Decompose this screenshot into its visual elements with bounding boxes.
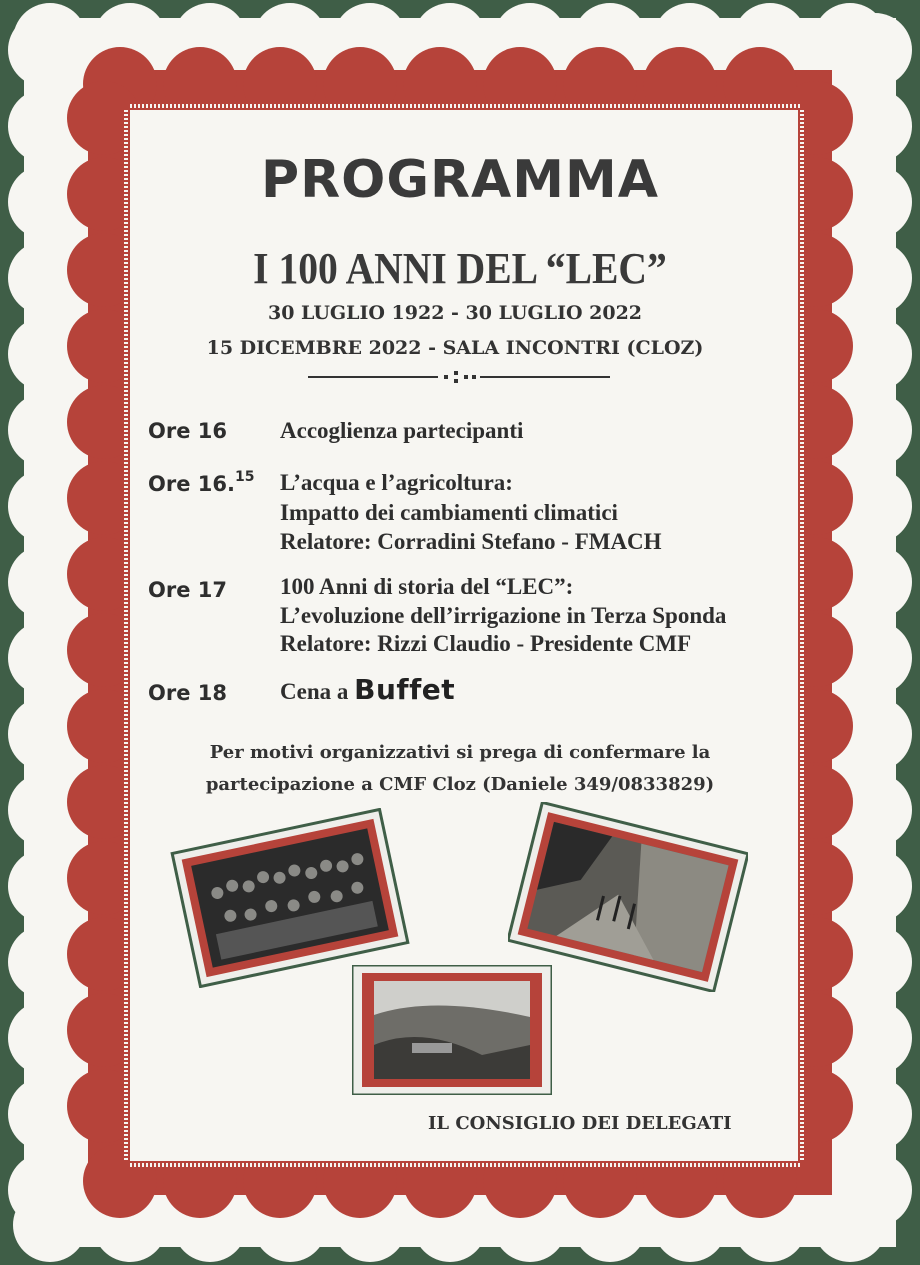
schedule-time-1: Ore 16 (148, 419, 227, 443)
historic-photo-group (170, 808, 410, 988)
rsvp-notice-line-1: Per motivi organizzativi si prega di confermare la (209, 742, 711, 763)
schedule-item-3-line-1: 100 Anni di storia del “LEC”: (280, 574, 574, 599)
schedule-item-3-line-2: L’evoluzione dell’irrigazione in Terza Sponda (280, 603, 727, 628)
event-date-location: 15 DICEMBRE 2022 - SALA INCONTRI (CLOZ) (206, 337, 704, 359)
rsvp-notice-line-2: partecipazione a CMF Cloz (Daniele 349/0833829) (205, 774, 715, 795)
schedule-item-3-line-3: Relatore: Rizzi Claudio - Presidente CMF (280, 631, 692, 656)
schedule-time-3: Ore 17 (148, 578, 227, 602)
divider-ornament (308, 370, 610, 384)
schedule-item-1-line-1: Accoglienza partecipanti (280, 418, 524, 443)
schedule-time-4: Ore 18 (148, 681, 227, 705)
page-subtitle: I 100 ANNI DEL “LEC” (253, 244, 667, 293)
dinner-prefix: Cena a (280, 679, 349, 704)
buffet-label: Buffet (354, 673, 456, 706)
historic-photo-excavation (508, 802, 748, 992)
schedule-item-4 (280, 675, 455, 707)
historic-photo-landscape (352, 965, 552, 1095)
schedule-item-2-line-1: L’acqua e l’agricoltura: (280, 470, 513, 495)
schedule-item-2-line-3: Relatore: Corradini Stefano - FMACH (280, 529, 662, 554)
rsvp-notice (150, 737, 770, 801)
schedule-item-2-line-2: Impatto dei cambiamenti climatici (280, 500, 618, 525)
page-title: PROGRAMMA (260, 150, 660, 210)
footer-signature: IL CONSIGLIO DEI DELEGATI (428, 1113, 732, 1134)
schedule-time-2: Ore 16.15 (148, 469, 255, 496)
anniversary-dates: 30 LUGLIO 1922 - 30 LUGLIO 2022 (267, 302, 643, 324)
